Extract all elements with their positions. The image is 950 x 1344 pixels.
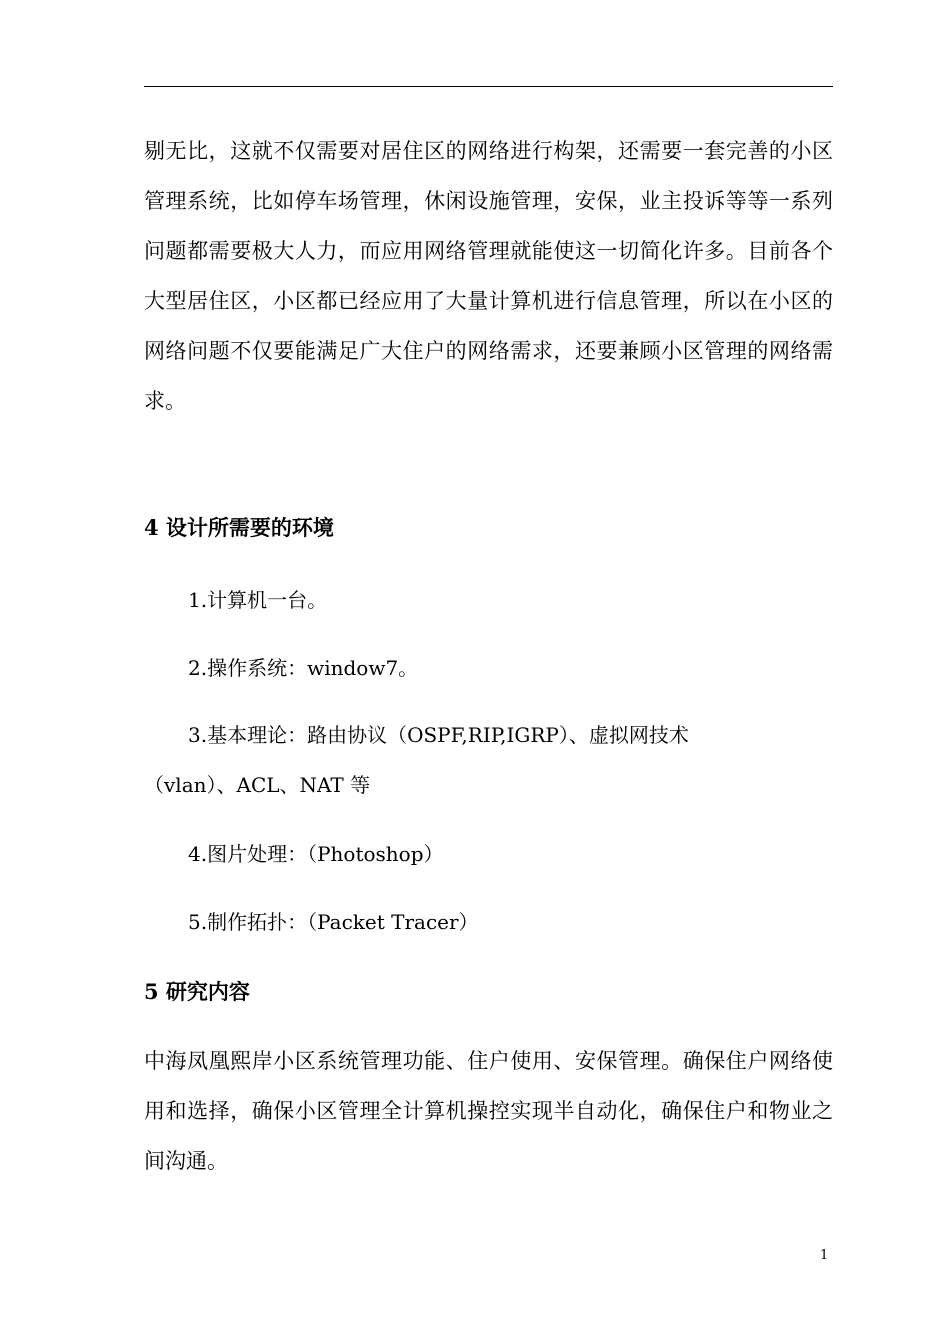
requirement-item-3-line-2: （vlan）、ACL、NAT 等	[144, 773, 371, 797]
intro-paragraph: 剔无比，这就不仅需要对居住区的网络进行构架，还需要一套完善的小区管理系统，比如停车场管理，休闲设施管理，安保，业主投诉等等一系列问题都需要极大人力，而应用网络管理就能使这一切简化许多。目前各个大型居住区，小区都已经应用了大量计算机进行信息管理，所以在小区的网络问题不仅要能满足广大住户的网络需求，还要兼顾小区管理的网络需求。	[144, 139, 833, 413]
requirement-item-5: 5.制作拓扑：（Packet Tracer）	[188, 910, 479, 934]
section-5-heading: 5 研究内容	[144, 979, 250, 1004]
header-rule	[144, 86, 833, 87]
research-paragraph: 中海凤凰熙岸小区系统管理功能、住户使用、安保管理。确保住户网络使用和选择，确保小区管理全计算机操控实现半自动化，确保住户和物业之间沟通。	[144, 1049, 833, 1173]
section-4-heading: 4 设计所需要的环境	[144, 515, 334, 540]
requirement-item-4: 4.图片处理：（Photoshop）	[188, 842, 444, 866]
requirement-item-1: 1.计算机一台。	[188, 588, 328, 612]
requirement-item-3	[144, 710, 833, 810]
requirement-item-2: 2.操作系统：window7。	[188, 656, 419, 680]
requirement-item-3-line-1: 3.基本理论：路由协议（OSPF,RIP,IGRP）、虚拟网技术	[188, 723, 689, 747]
page-number: 1	[820, 1248, 829, 1263]
